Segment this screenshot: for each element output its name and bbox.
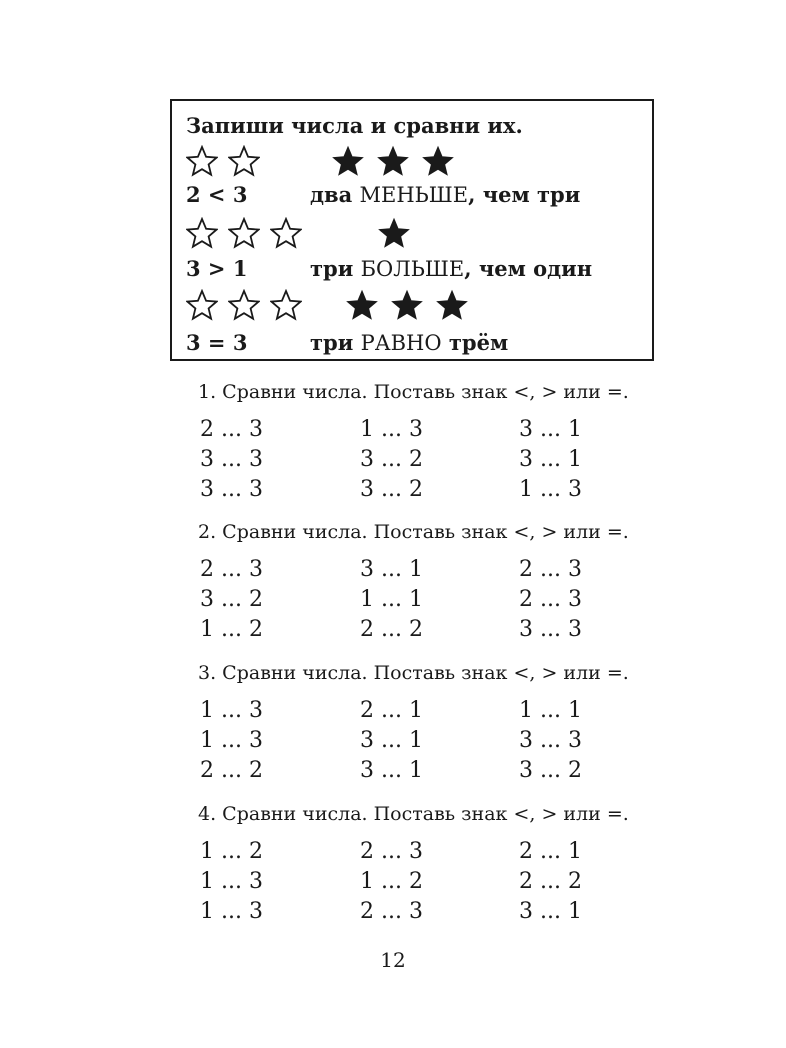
star-filled-icon (422, 145, 454, 177)
comparison-cell: 3 ... 3 (519, 617, 582, 642)
comparison-cell: 2 ... 3 (200, 557, 263, 582)
rule-word-a: два (310, 182, 353, 207)
comparison-cell: 3 ... 3 (200, 447, 263, 472)
comparison-cell: 3 ... 1 (519, 417, 582, 442)
rule-box (170, 99, 654, 361)
comparison-cell: 2 ... 1 (519, 839, 582, 864)
task-title: 3. Сравни числа. Поставь знак <, > или =. (198, 662, 629, 684)
star-outline-icon (228, 217, 260, 249)
comparison-cell: 2 ... 2 (360, 617, 423, 642)
task-4 (198, 803, 668, 924)
rule-line (186, 330, 646, 356)
star-row (186, 289, 646, 323)
rule-expression: 3 > 1 (186, 256, 248, 281)
comparison-cell: 1 ... 3 (519, 477, 582, 502)
star-outline-icon (186, 217, 218, 249)
comparison-cell: 1 ... 3 (200, 728, 263, 753)
star-outline-icon (228, 289, 260, 321)
comparison-cell: 3 ... 2 (360, 477, 423, 502)
star-row (186, 145, 646, 179)
rule-word-a: три (310, 256, 354, 281)
rule-words (310, 182, 580, 207)
comparison-cell: 2 ... 1 (360, 698, 423, 723)
rule-word-b: , чем один (464, 256, 593, 281)
comparison-cell: 1 ... 1 (519, 698, 582, 723)
task-title: 1. Сравни числа. Поставь знак <, > или =. (198, 381, 629, 403)
rule-word-b: трём (441, 330, 509, 355)
task-2 (198, 521, 668, 642)
rule-expression: 2 < 3 (186, 182, 248, 207)
comparison-cell: 1 ... 2 (200, 617, 263, 642)
comparison-cell: 1 ... 2 (360, 869, 423, 894)
star-filled-icon (436, 289, 468, 321)
rule-words (310, 256, 592, 281)
comparison-cell: 3 ... 2 (360, 447, 423, 472)
comparison-cell: 2 ... 3 (200, 417, 263, 442)
comparison-cell: 2 ... 3 (519, 557, 582, 582)
comparison-cell: 2 ... 2 (200, 758, 263, 783)
comparison-cell: 1 ... 1 (360, 587, 423, 612)
task-title: 4. Сравни числа. Поставь знак <, > или =. (198, 803, 629, 825)
star-filled-icon (377, 145, 409, 177)
rule-line (186, 256, 646, 282)
rule-line (186, 182, 646, 208)
task-3 (198, 662, 668, 783)
rule-keyword: РАВНО (360, 331, 442, 355)
comparison-cell: 3 ... 1 (360, 557, 423, 582)
comparison-cell: 1 ... 3 (200, 899, 263, 924)
comparison-cell: 2 ... 3 (360, 839, 423, 864)
task-title: 2. Сравни числа. Поставь знак <, > или =. (198, 521, 629, 543)
star-filled-icon (391, 289, 423, 321)
comparison-cell: 3 ... 1 (519, 899, 582, 924)
comparison-cell: 2 ... 3 (519, 587, 582, 612)
rule-expression: 3 = 3 (186, 330, 248, 355)
star-outline-icon (186, 289, 218, 321)
comparison-cell: 1 ... 3 (200, 698, 263, 723)
comparison-cell: 2 ... 3 (360, 899, 423, 924)
comparison-cell: 2 ... 2 (519, 869, 582, 894)
rule-title: Запиши числа и сравни их. (186, 113, 523, 138)
rule-keyword: БОЛЬШЕ (360, 257, 465, 281)
rule-word-a: три (310, 330, 354, 355)
star-outline-icon (228, 145, 260, 177)
comparison-cell: 3 ... 3 (519, 728, 582, 753)
comparison-cell: 1 ... 3 (200, 869, 263, 894)
rule-words (310, 330, 508, 355)
star-row (186, 217, 646, 251)
comparison-cell: 1 ... 3 (360, 417, 423, 442)
star-outline-icon (270, 289, 302, 321)
star-outline-icon (270, 217, 302, 249)
comparison-cell: 3 ... 1 (519, 447, 582, 472)
rule-keyword: МЕНЬШЕ (359, 183, 469, 207)
task-1 (198, 381, 668, 502)
star-outline-icon (186, 145, 218, 177)
page-number: 12 (380, 948, 406, 972)
star-filled-icon (332, 145, 364, 177)
comparison-cell: 3 ... 1 (360, 728, 423, 753)
comparison-cell: 3 ... 1 (360, 758, 423, 783)
rule-word-b: , чем три (468, 182, 581, 207)
comparison-cell: 1 ... 2 (200, 839, 263, 864)
comparison-cell: 3 ... 3 (200, 477, 263, 502)
comparison-cell: 3 ... 2 (519, 758, 582, 783)
comparison-cell: 3 ... 2 (200, 587, 263, 612)
star-filled-icon (378, 217, 410, 249)
star-filled-icon (346, 289, 378, 321)
